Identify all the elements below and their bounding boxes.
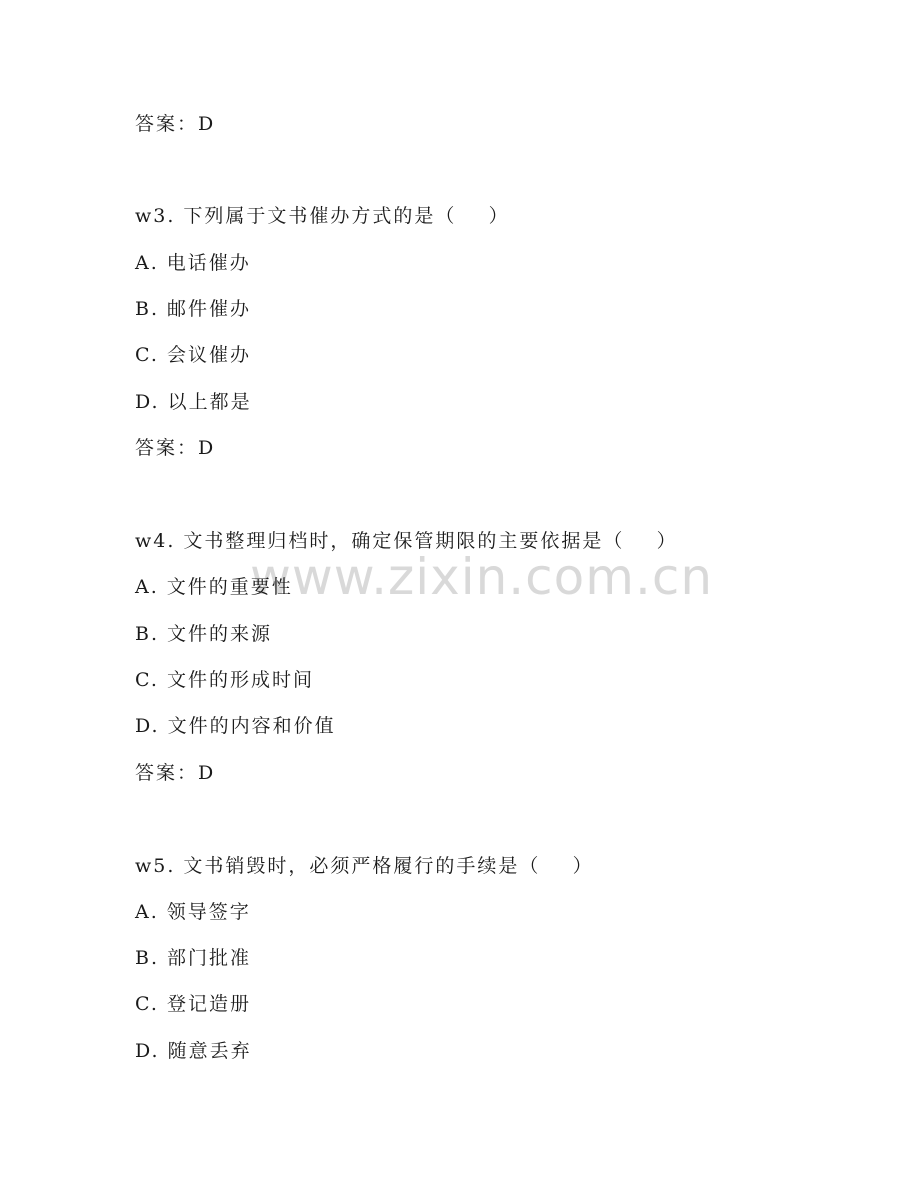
option-d: D. 以上都是: [135, 391, 252, 413]
option-c: C. 会议催办: [135, 344, 251, 366]
answer: 答案：D: [135, 437, 216, 459]
option-c: C. 文件的形成时间: [135, 669, 314, 691]
watermark: www.zixin.com.cn: [250, 548, 714, 606]
answer-previous: 答案：D: [135, 113, 216, 135]
option-a: A. 电话催办: [135, 252, 251, 274]
option-b: B. 邮件催办: [135, 298, 252, 320]
question-text: w4. 文书整理归档时，确定保管期限的主要依据是（ ）: [135, 530, 678, 552]
option-b: B. 文件的来源: [135, 623, 273, 645]
option-a: A. 文件的重要性: [135, 576, 293, 598]
option-c: C. 登记造册: [135, 993, 251, 1015]
answer: 答案：D: [135, 762, 216, 784]
option-d: D. 文件的内容和价值: [135, 715, 336, 737]
question-text: w3. 下列属于文书催办方式的是（ ）: [135, 205, 510, 227]
question-text: w5. 文书销毁时，必须严格履行的手续是（ ）: [135, 855, 594, 877]
option-d: D. 随意丢弃: [135, 1040, 252, 1062]
option-b: B. 部门批准: [135, 947, 252, 969]
option-a: A. 领导签字: [135, 901, 251, 923]
